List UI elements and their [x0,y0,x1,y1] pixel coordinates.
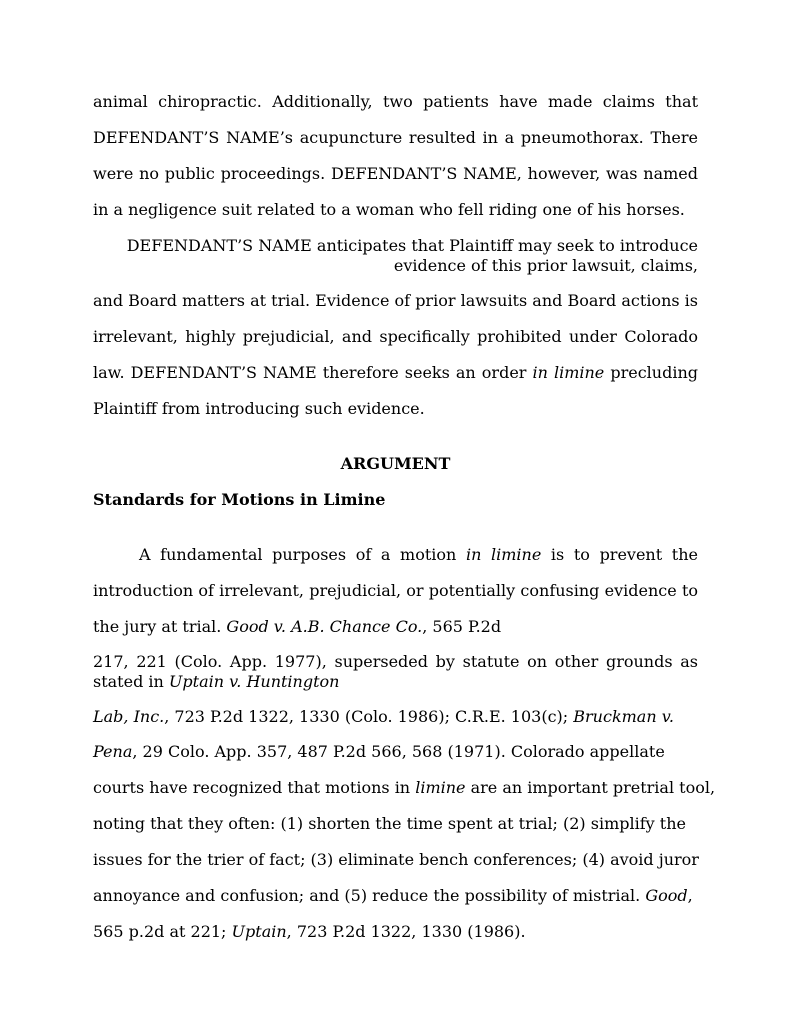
text-run: , [687,886,693,905]
body-line: were no public proceedings. DEFENDANT’S NAME, however, was named [93,164,698,183]
body-line [93,706,698,728]
text-run: courts have recognized that motions in [93,778,416,797]
text-run: are an important pretrial tool, [465,778,716,797]
body-line: issues for the trier of fact; (3) eliminate bench conferences; (4) avoid juror [93,850,699,869]
body-line: 217, 221 (Colo. App. 1977), superseded by statute on other grounds as [93,652,698,671]
body-line [93,741,698,763]
case-citation: Good [645,886,688,905]
text-run: precluding [604,363,698,382]
text-run: stated in [93,672,169,691]
case-citation: Lab, Inc. [93,707,165,726]
case-citation: Bruckman v. [573,707,674,726]
body-line [93,362,698,384]
case-citation: Pena [93,742,133,761]
case-citation: Good v. A.B. Chance Co. [226,617,423,636]
body-line: DEFENDANT’S NAME’s acupuncture resulted in a pneumothorax. There [93,128,698,147]
heading-text: ARGUMENT [340,454,451,473]
text-run: , 29 Colo. App. 357, 487 P.2d 566, 568 (1971). Colorado appellate [132,742,665,761]
text-run: is to prevent the [541,545,698,564]
body-line [93,885,698,907]
case-citation: Uptain v. Huntington [168,672,340,691]
body-line: evidence of this prior lawsuit, claims, [393,256,698,275]
section-heading [93,453,698,475]
body-line: Plaintiff from introducing such evidence. [93,399,425,418]
body-line: animal chiropractic. Additionally, two patients have made claims that [93,92,698,111]
body-line: in a negligence suit related to a woman who fell riding one of his horses. [93,200,685,219]
body-line: noting that they often: (1) shorten the time spent at trial; (2) simplify the [93,814,686,833]
subsection-heading [93,489,698,511]
text-run: annoyance and confusion; and (5) reduce the possibility of mistrial. [93,886,646,905]
body-line [93,671,698,693]
text-run: law. DEFENDANT’S NAME therefore seeks an order [93,363,533,382]
body-line: and Board matters at trial. Evidence of prior lawsuits and Board actions is [93,291,698,310]
text-run: the jury at trial. [93,617,227,636]
italic-term: limine [415,778,466,797]
text-run: 565 p.2d at 221; [93,922,232,941]
subheading-text: Standards for Motions in Limine [93,490,386,509]
text-run: , 565 P.2d [422,617,502,636]
body-line [93,921,698,943]
text-run: , 723 P.2d 1322, 1330 (Colo. 1986); C.R.E. 103(c); [164,707,574,726]
body-line [93,616,698,638]
body-line [139,544,698,566]
text-run: , 723 P.2d 1322, 1330 (1986). [286,922,526,941]
italic-term: in limine [465,545,542,564]
body-line: DEFENDANT’S NAME anticipates that Plaintiff may seek to introduce [126,236,698,255]
body-line [93,777,716,799]
italic-term: in limine [532,363,605,382]
case-citation: Uptain [231,922,287,941]
body-line: introduction of irrelevant, prejudicial, or potentially confusing evidence to [93,581,698,600]
body-line: irrelevant, highly prejudicial, and specifically prohibited under Colorado [93,327,698,346]
text-run: A fundamental purposes of a motion [139,545,466,564]
